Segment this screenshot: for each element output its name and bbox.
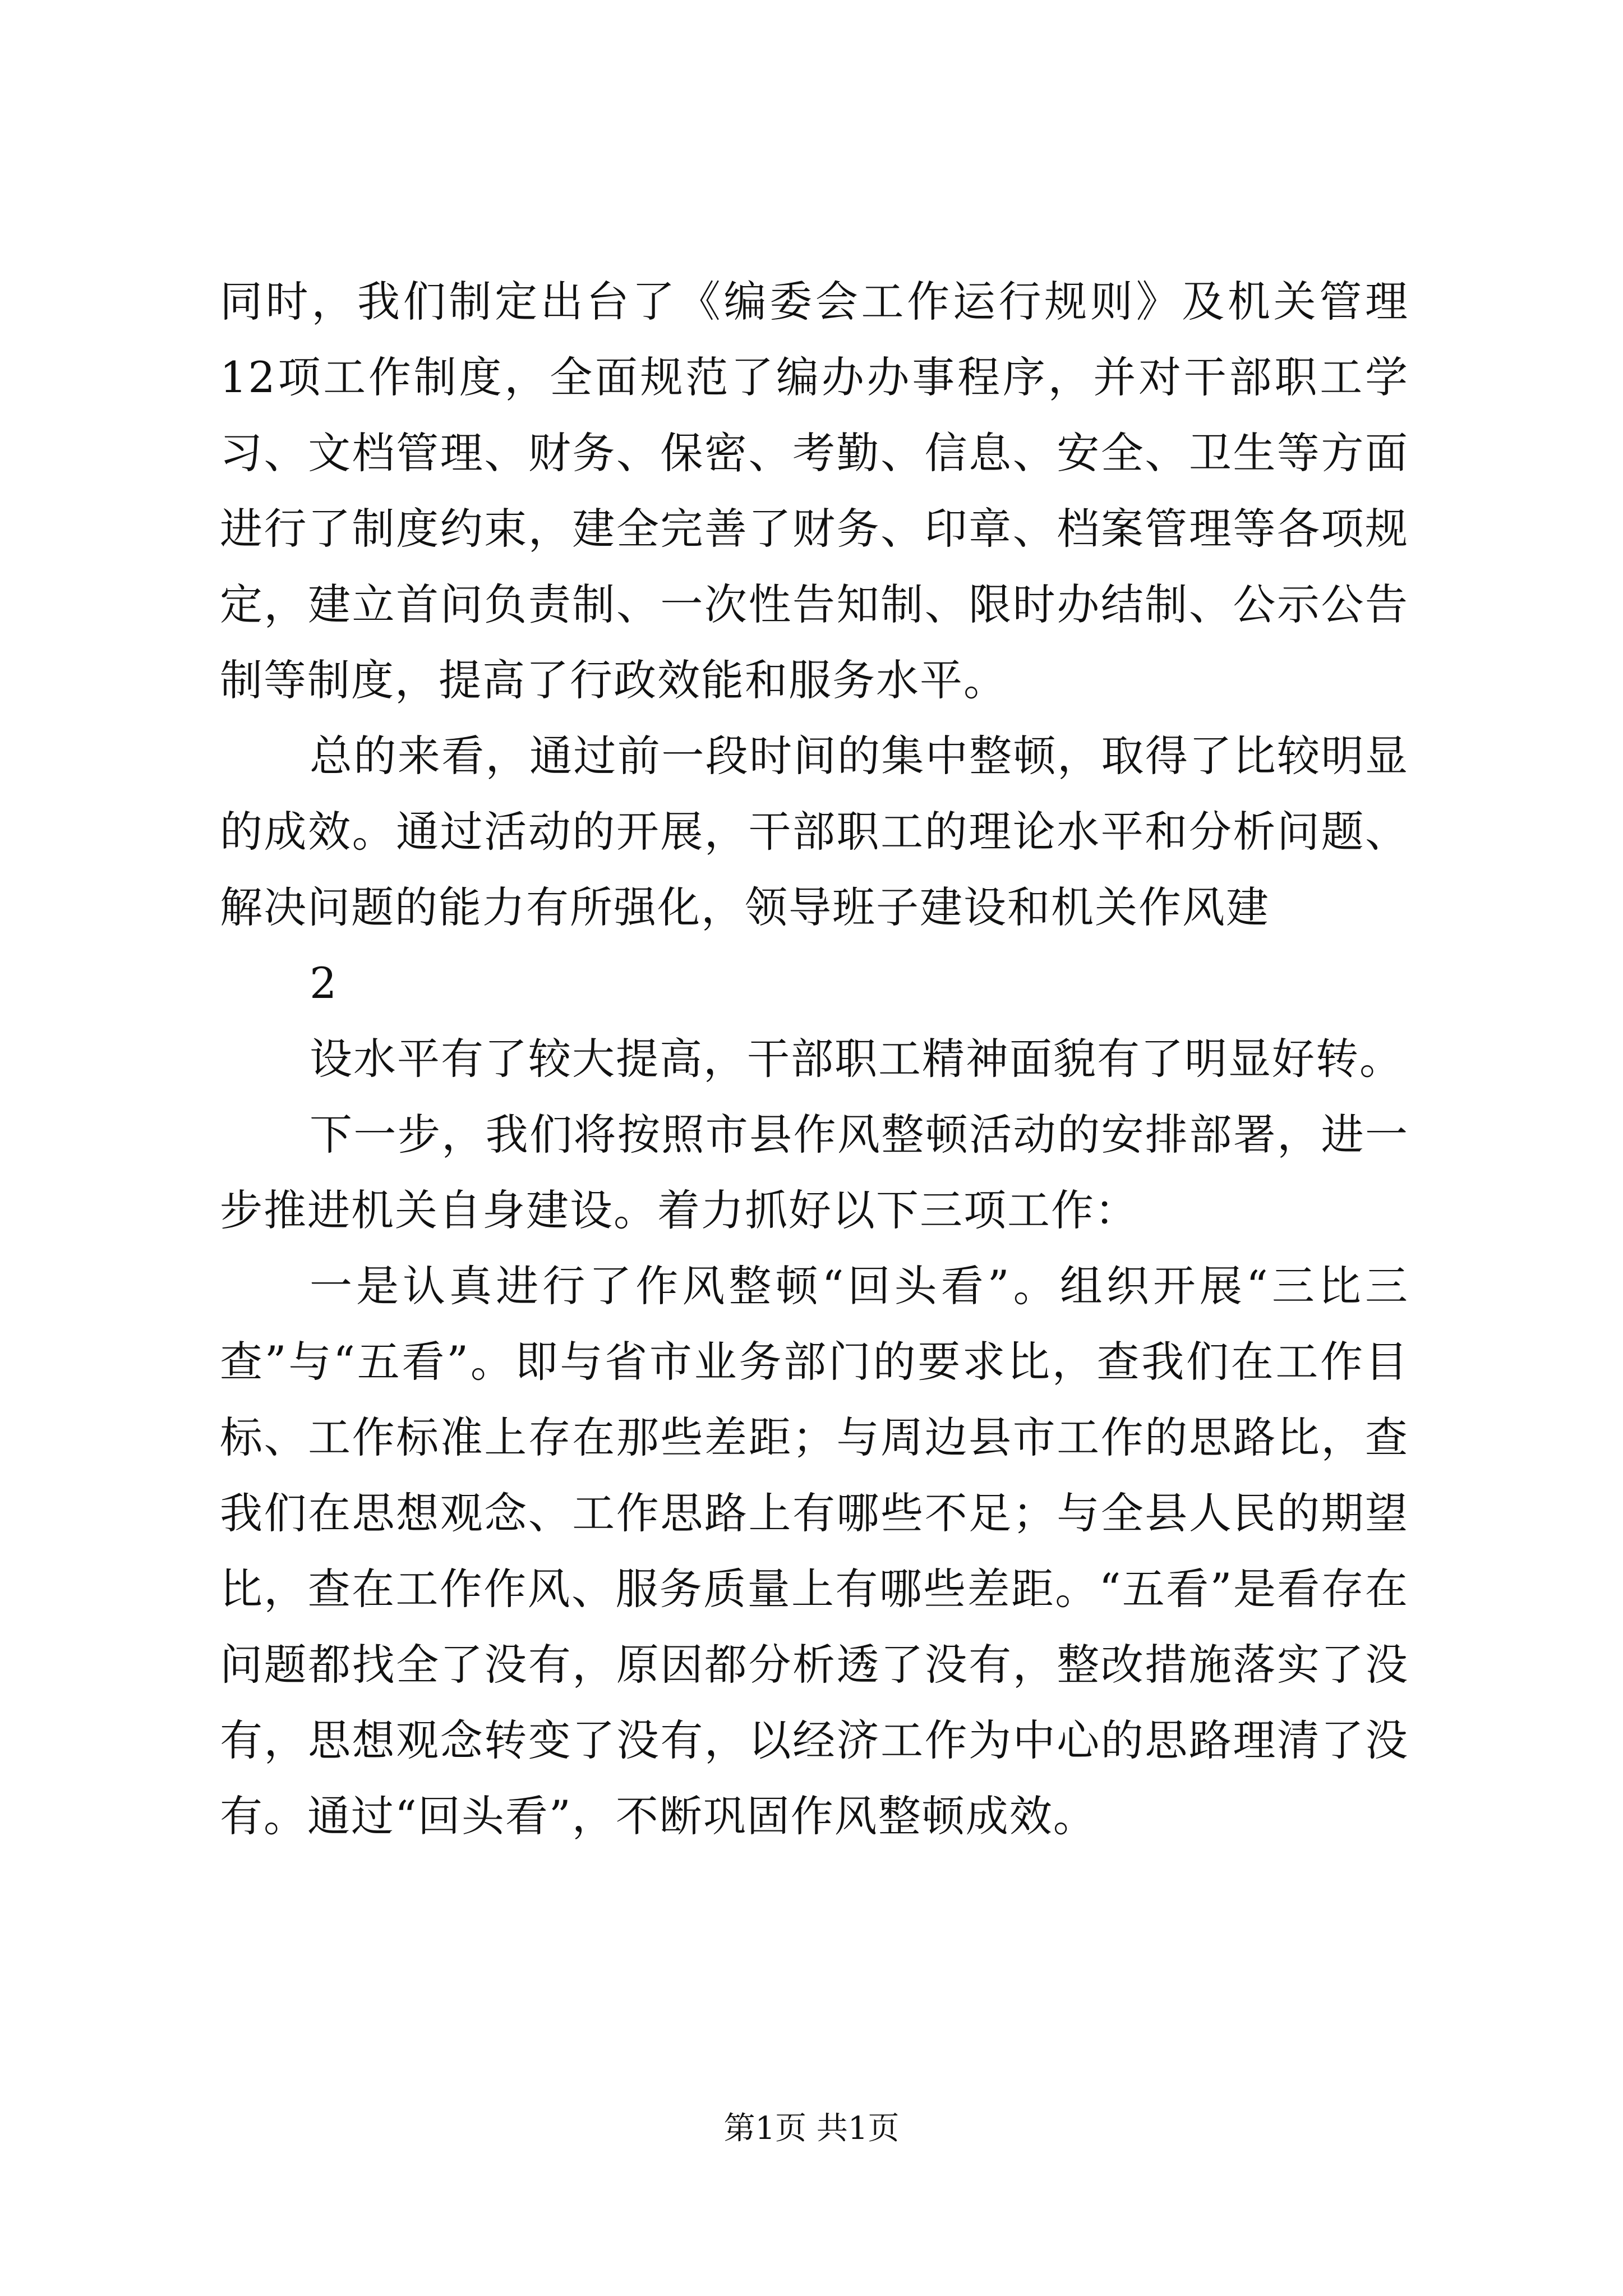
document-body	[220, 264, 1409, 1854]
page-footer: 第1页 共1页	[723, 2110, 900, 2147]
paragraph-review: 一是认真进行了作风整顿“回头看”。组织开展“三比三查”与“五看”。即与省市业务部门的要求比，查我们在工作目标、工作标准上存在那些差距；与周边县市工作的思路比，查我们在思想观念、工作思路上有哪些不足；与全县人民的期望比，查在工作作风、服务质量上有哪些差距。“五看”是看存在问题都找全了没有，原因都分析透了没有，整改措施落实了没有，思想观念转变了没有，以经济工作为中心的思路理清了没有。通过“回头看”，不断巩固作风整顿成效。	[220, 1261, 1409, 1841]
paragraph-next-steps: 下一步，我们将按照市县作风整顿活动的安排部署，进一步推进机关自身建设。着力抓好以下三项工作：	[220, 1110, 1409, 1235]
paragraph-summary: 总的来看，通过前一段时间的集中整顿，取得了比较明显的成效。通过活动的开展，干部职工的理论水平和分析问题、解决问题的能力有所强化，领导班子建设和机关作风建	[220, 731, 1409, 932]
paragraph-regulations: 同时，我们制定出台了《编委会工作运行规则》及机关管理12项工作制度，全面规范了编办办事程序，并对干部职工学习、文档管理、财务、保密、考勤、信息、安全、卫生等方面进行了制度约束，建全完善了财务、印章、档案管理等各项规定，建立首问负责制、一次性告知制、限时办结制、公示公告制等制度，提高了行政效能和服务水平。	[220, 277, 1409, 705]
paragraph-improvement: 设水平有了较大提高，干部职工精神面貌有了明显好转。	[310, 1034, 1403, 1084]
inline-page-number: 2	[310, 958, 338, 1008]
